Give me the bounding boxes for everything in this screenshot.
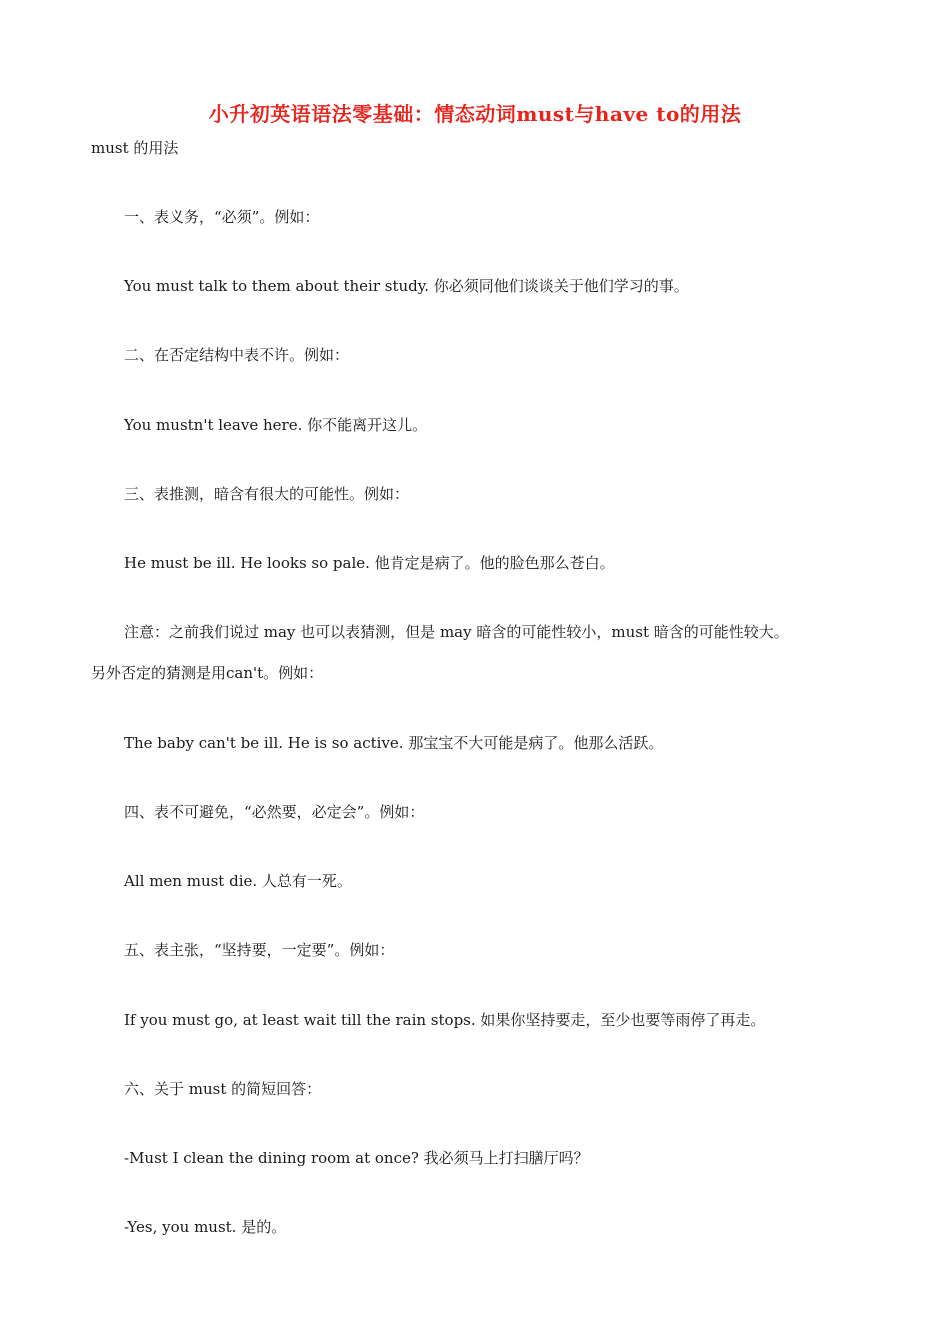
rule-5-example: If you must go, at least wait till the rain stops. 如果你坚持要走，至少也要等雨停了再走。 xyxy=(124,1011,766,1029)
rule-3-example: He must be ill. He looks so pale. 他肯定是病了。他的脸色那么苍白。 xyxy=(124,554,615,572)
rule-1-heading: 一、表义务，“必须”。例如： xyxy=(124,208,320,226)
rule-6-answer: -Yes, you must. 是的。 xyxy=(124,1218,287,1236)
rule-2-heading: 二、在否定结构中表不许。例如： xyxy=(124,346,350,364)
document-title: 小升初英语语法零基础：情态动词must与have to的用法 xyxy=(208,102,742,126)
rule-4-heading: 四、表不可避免，“必然要，必定会”。例如： xyxy=(124,803,425,821)
note-example: The baby can't be ill. He is so active. 那宝宝不大可能是病了。他那么活跃。 xyxy=(124,734,664,752)
note-paragraph-line-2: 另外否定的猜测是用can't。例如： xyxy=(91,664,324,682)
section-heading: must 的用法 xyxy=(91,139,179,157)
rule-3-heading: 三、表推测，暗含有很大的可能性。例如： xyxy=(124,485,410,503)
rule-6-heading: 六、关于 must 的简短回答： xyxy=(124,1080,322,1098)
rule-2-example: You mustn't leave here. 你不能离开这儿。 xyxy=(124,416,428,434)
rule-5-heading: 五、表主张，“坚持要，一定要”。例如： xyxy=(124,941,395,959)
note-paragraph-line-1: 注意：之前我们说过 may 也可以表猜测，但是 may 暗含的可能性较小，must 暗含的可能性较大。 xyxy=(124,623,789,641)
rule-1-example: You must talk to them about their study. 你必须同他们谈谈关于他们学习的事。 xyxy=(124,277,689,295)
rule-4-example: All men must die. 人总有一死。 xyxy=(124,872,352,890)
rule-6-question: -Must I clean the dining room at once? 我必须马上打扫膳厅吗？ xyxy=(124,1149,589,1167)
